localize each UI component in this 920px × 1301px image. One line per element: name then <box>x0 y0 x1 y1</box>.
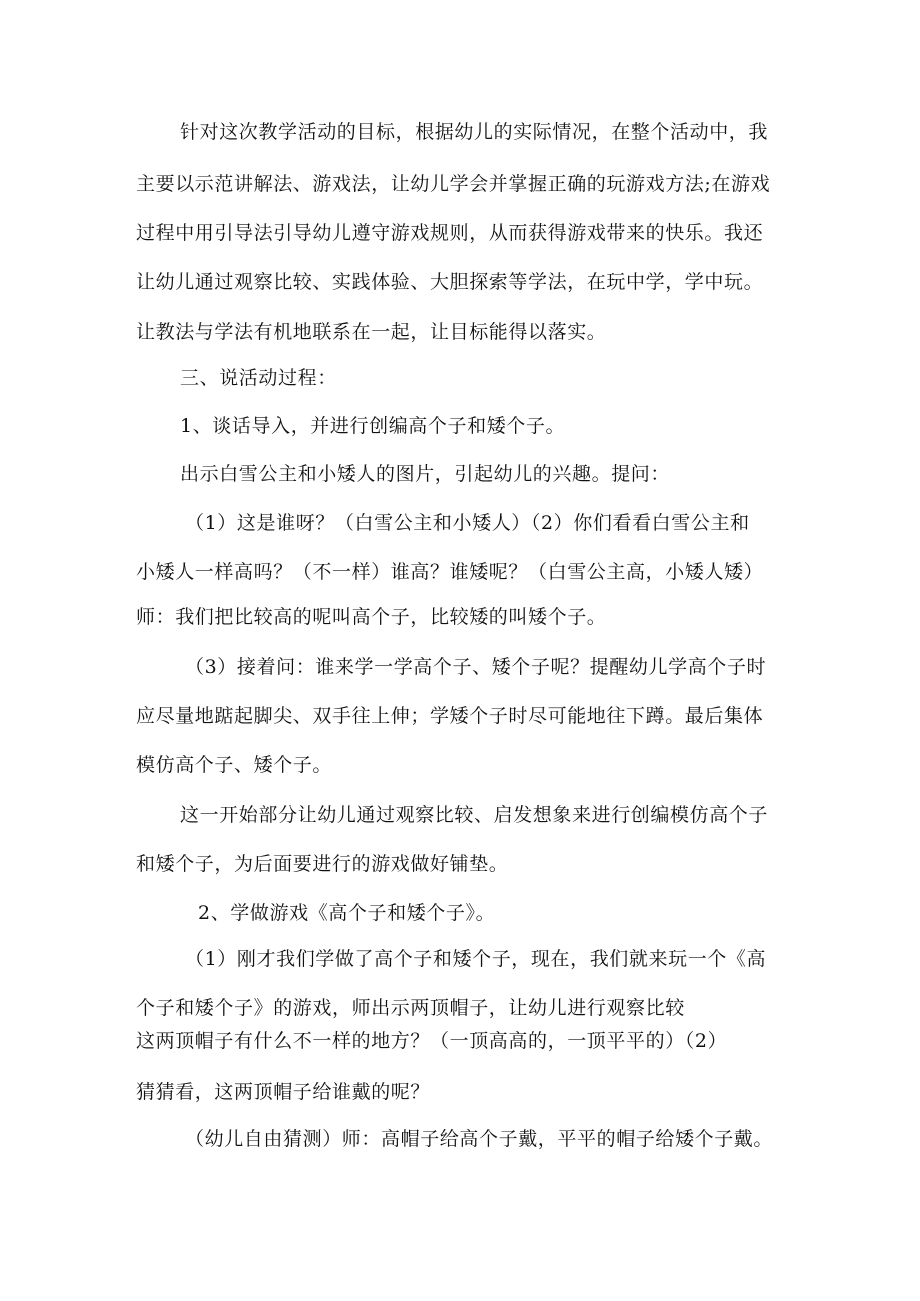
text-line: （1）这是谁呀？（白雪公主和小矮人）（2）你们看看白雪公主和 <box>185 512 750 534</box>
text-line: 个子和矮个子》的游戏，师出示两顶帽子，让幼儿进行观察比较 <box>136 997 685 1019</box>
text-line: （3）接着问：谁来学一学高个子、矮个子呢？提醒幼儿学高个子时 <box>185 656 767 678</box>
text-line: 模仿高个子、矮个子。 <box>136 754 333 776</box>
text-line: （幼儿自由猜测）师：高帽子给高个子戴，平平的帽子给矮个子戴。 <box>185 1128 774 1150</box>
section-heading: 三、说活动过程： <box>180 367 337 389</box>
text-line: 应尽量地踮起脚尖、双手往上伸；学矮个子时尽可能地往下蹲。最后集体 <box>136 705 764 727</box>
text-line: 过程中用引导法引导幼儿遵守游戏规则，从而获得游戏带来的快乐。我还 <box>136 222 764 244</box>
text-line: 主要以示范讲解法、游戏法，让幼儿学会并掌握正确的玩游戏方法;在游戏 <box>136 173 771 195</box>
text-line: 针对这次教学活动的目标，根据幼儿的实际情况，在整个活动中，我 <box>180 121 769 143</box>
text-line: 这两顶帽子有什么不一样的地方？（一顶高高的，一顶平平的）（2） <box>136 1030 728 1052</box>
text-line: 让幼儿通过观察比较、实践体验、大胆探索等学法，在玩中学，学中玩。 <box>136 271 764 293</box>
subsection-heading: 2、学做游戏《高个子和矮个子》。 <box>198 902 496 924</box>
subsection-heading: 1、谈话导入，并进行创编高个子和矮个子。 <box>180 415 566 437</box>
text-line: 和矮个子，为后面要进行的游戏做好铺垫。 <box>136 853 509 875</box>
text-line: 出示白雪公主和小矮人的图片，引起幼儿的兴趣。提问： <box>180 463 671 485</box>
text-line: 师：我们把比较高的呢叫高个子，比较矮的叫矮个子。 <box>136 606 607 628</box>
text-line: 猜猜看，这两顶帽子给谁戴的呢？ <box>136 1081 431 1103</box>
text-line: 小矮人一样高吗？（不一样）谁高？谁矮呢？（白雪公主高，小矮人矮） <box>136 561 764 583</box>
text-line: （1）刚才我们学做了高个子和矮个子，现在，我们就来玩一个《高 <box>185 948 767 970</box>
text-line: 让教法与学法有机地联系在一起，让目标能得以落实。 <box>136 321 607 343</box>
text-line: 这一开始部分让幼儿通过观察比较、启发想象来进行创编模仿高个子 <box>180 804 769 826</box>
